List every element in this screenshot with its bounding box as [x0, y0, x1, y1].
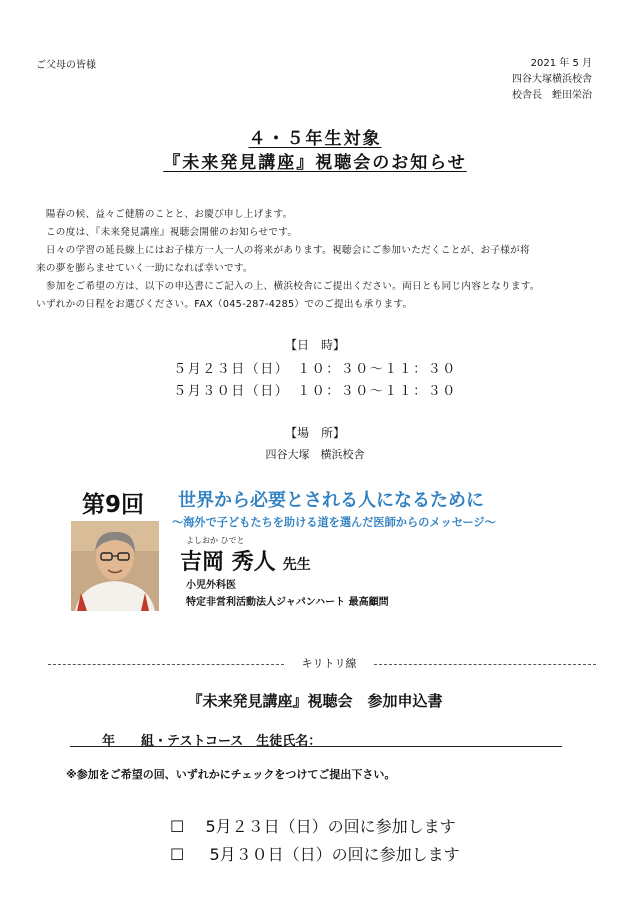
school-name: 四谷大塚横浜校舎 [512, 74, 592, 85]
body-line: 来の夢を膨らませていく一助になれば幸いです。 [36, 263, 253, 274]
cut-line-label: キリトリ線 [284, 655, 374, 671]
form-title: 『未来発見講座』視聴会 参加申込書 [187, 692, 443, 710]
body-line: 陽春の候、益々ご健勝のことと、お慶び申し上げます。 [36, 209, 293, 220]
lecturer-name-line [180, 545, 311, 576]
lecturer-photo [71, 521, 159, 611]
title-line1: ４・５年生対象 [248, 129, 382, 149]
title-line2: 『未来発見講座』視聴会のお知らせ [163, 153, 467, 173]
date: 2021 年 5 月 [530, 58, 592, 69]
lecture-number: 第9回 [82, 492, 145, 518]
venue-place: 四谷大塚 横浜校舎 [265, 448, 365, 461]
schedule-heading: 【日 時】 [284, 338, 345, 352]
option-may-30[interactable] [170, 842, 460, 865]
lecture-subtitle: ～海外で子どもたちを助ける道を選んだ医師からのメッセージ～ [172, 516, 496, 529]
body-line: この度は、『未来発見講座』視聴会開催のお知らせです。 [36, 227, 298, 238]
cut-line-left [48, 664, 284, 665]
lecturer-honorific: 先生 [282, 557, 311, 573]
lecturer-portrait-icon [71, 521, 159, 611]
form-note: ※参加をご希望の回、いずれかにチェックをつけてご提出下さい。 [66, 768, 396, 781]
lecture-title: 世界から必要とされる人になるために [178, 490, 484, 511]
body-line: いずれかの日程をお選びください。FAX（045-287-4285）でのご提出も承ります。 [36, 299, 413, 310]
body-line: 日々の学習の延長線上にはお子様方一人一人の将来があります。視聴会にご参加いただくことが、お子様が将 [36, 245, 530, 256]
option-label: 5月３０日（日）の回に参加します [209, 845, 460, 864]
addressee: ご父母の皆様 [36, 60, 96, 71]
venue-heading: 【場 所】 [284, 426, 345, 440]
option-label: 5月２３日（日）の回に参加します [205, 817, 456, 836]
cut-line [48, 655, 596, 670]
schedule-date-2: ５月３０日（日） １０：３０～１１：３０ [173, 384, 457, 399]
schedule-date-1: ５月２３日（日） １０：３０～１１：３０ [173, 362, 457, 377]
checkbox-icon[interactable]: ☐ [170, 817, 185, 836]
body-line: 参加をご希望の方は、以下の申込書にご記入の上、横浜校舎にご提出ください。両日とも同じ内容となります。 [36, 281, 540, 292]
body-text [36, 206, 596, 314]
form-fields-label: 年 組・テストコース 生徒氏名： [102, 734, 322, 749]
principal: 校舎長 蛭田栄治 [512, 90, 592, 101]
option-may-23[interactable] [170, 814, 456, 837]
lecturer-name: 吉岡 秀人 [180, 550, 276, 575]
checkbox-icon[interactable]: ☐ [170, 845, 185, 864]
lecturer-role-2: 特定非営利活動法人ジャパンハート 最高顧問 [186, 597, 389, 608]
form-name-line[interactable] [70, 730, 562, 747]
cut-line-right [374, 664, 596, 665]
lecturer-role-1: 小児外科医 [186, 580, 236, 591]
lecturer-reading: よしおか ひでと [186, 536, 245, 545]
